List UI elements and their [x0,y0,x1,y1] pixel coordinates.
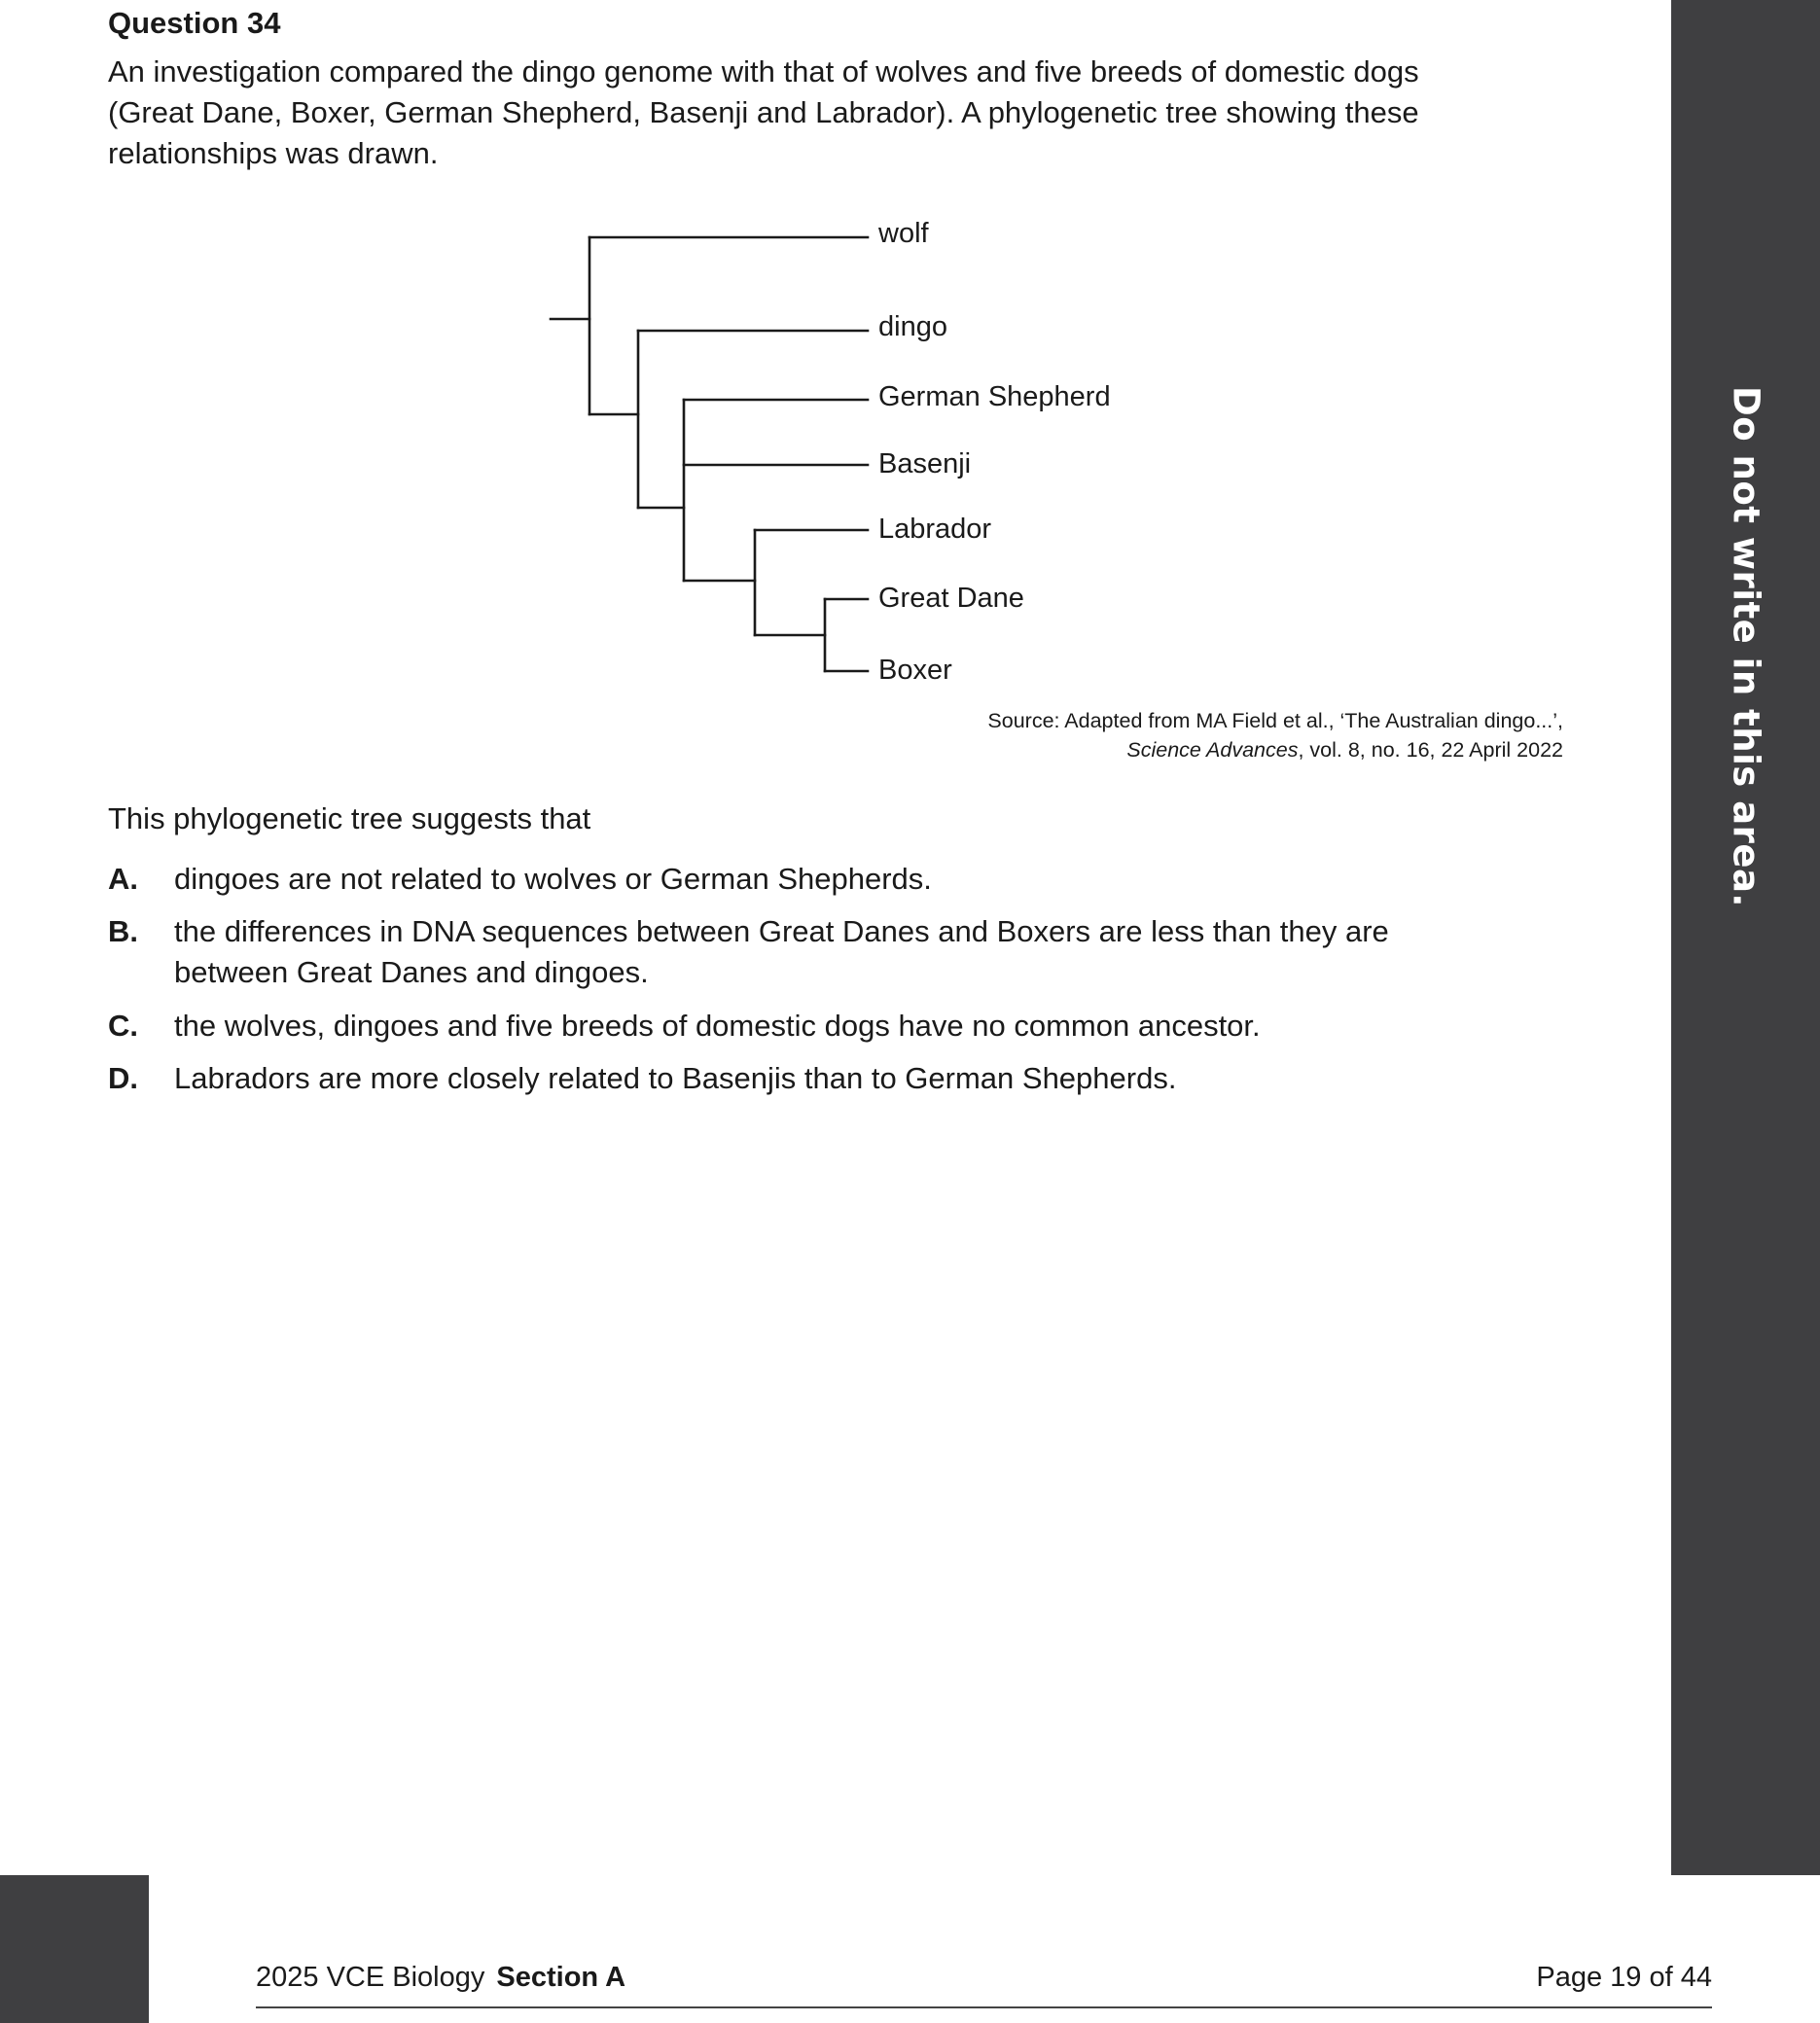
option-text [174,1006,1585,1047]
footer-page-number: Page 19 of 44 [1536,1962,1712,1993]
option-text [174,859,1585,900]
intro-line: relationships was drawn. [108,136,439,170]
footer-course-name: 2025 VCE Biology [256,1962,485,1993]
taxon-label-wolf: wolf [878,218,929,249]
option-text [174,911,1585,993]
margin-notice: Do not write in this area. [1725,386,1767,907]
question-intro [108,52,1518,174]
option-letter: C. [108,1009,138,1043]
option-text [174,1058,1585,1099]
option-text-line: the wolves, dingoes and five breeds of domestic dogs have no common ancestor. [174,1009,1261,1043]
source-line: Source: Adapted from MA Field et al., ‘The Australian dingo...’, [987,709,1563,732]
no-write-margin-bar [1671,0,1820,1875]
corner-block [0,1875,149,2023]
option-text-line: dingoes are not related to wolves or German Shepherds. [174,862,932,896]
taxon-label-labrador: Labrador [878,514,992,545]
taxon-label-boxer: Boxer [878,655,952,686]
taxon-label-great-dane: Great Dane [878,583,1024,614]
taxon-label-basenji: Basenji [878,448,972,479]
option-letter: A. [108,862,138,896]
question-title: Question 34 [108,6,281,40]
source-line [987,735,1563,764]
option-text-line: Labradors are more closely related to Basenjis than to German Shepherds. [174,1061,1177,1095]
taxon-label-dingo: dingo [878,311,947,342]
taxon-label-german-shepherd: German Shepherd [878,381,1111,412]
source-details: , vol. 8, no. 16, 22 April 2022 [1298,738,1563,762]
journal-name: Science Advances [1126,738,1299,762]
question-stem: This phylogenetic tree suggests that [108,801,591,835]
option-letter: D. [108,1061,138,1095]
footer-section: Section A [496,1962,626,1993]
source-citation [987,706,1563,764]
option-text-line: between Great Danes and dingoes. [174,955,649,989]
option-letter: B. [108,914,138,948]
option-text-line: the differences in DNA sequences between Great Danes and Boxers are less than they are [174,914,1389,948]
footer-divider [256,2006,1712,2008]
footer-course [256,1962,625,1994]
intro-line: (Great Dane, Boxer, German Shepherd, Basenji and Labrador). A phylogenetic tree showing these [108,95,1419,129]
intro-line: An investigation compared the dingo genome with that of wolves and five breeds of domestic dogs [108,54,1419,89]
